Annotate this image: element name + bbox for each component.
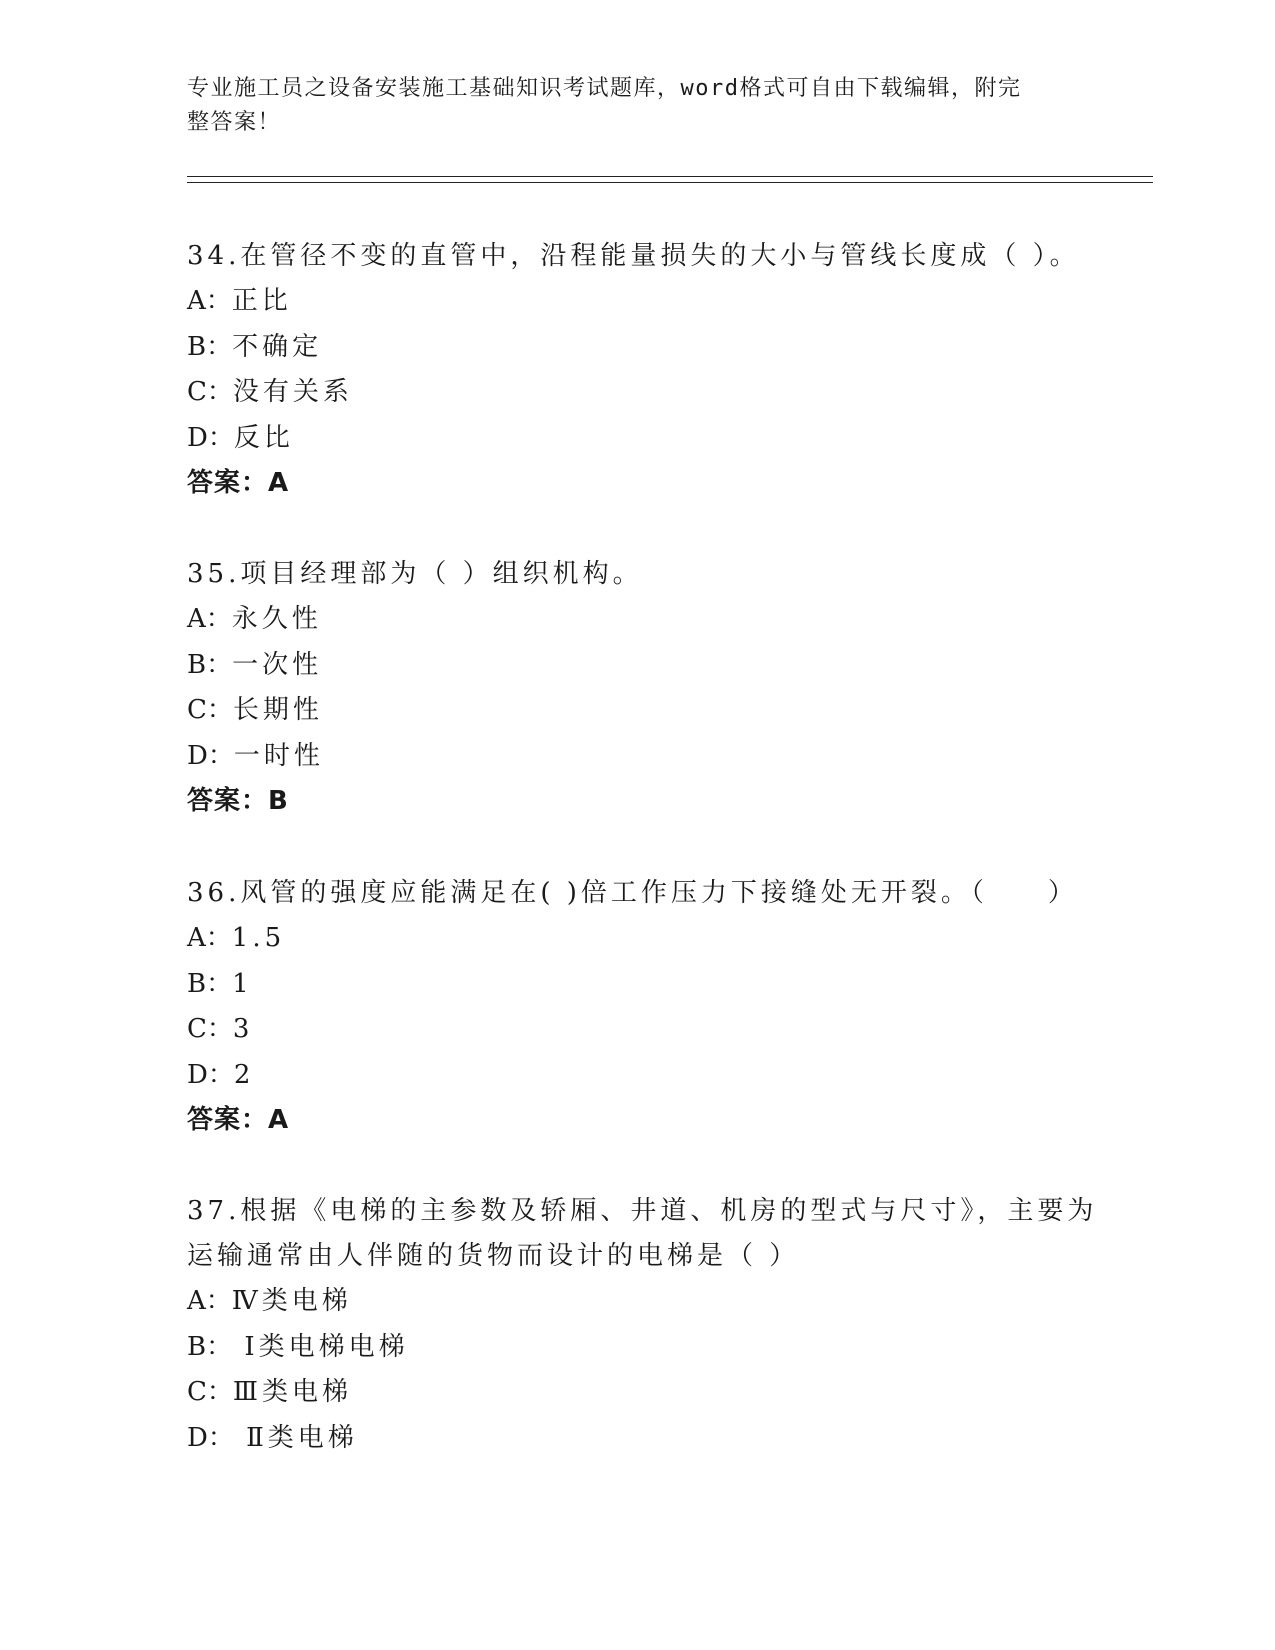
answer-line: 答案：B (187, 786, 289, 816)
option-b (187, 1325, 1107, 1371)
option-d (187, 734, 1107, 780)
option-text: 3 (232, 1014, 254, 1044)
option-letter: C： (187, 695, 233, 725)
question-stem: 36.风管的强度应能满足在( )倍工作压力下接缝处无开裂。（ ） (187, 878, 1078, 908)
header-line-1: 专业施工员之设备安装施工基础知识考试题库，word格式可自由下载编辑，附完 (187, 76, 1022, 101)
option-text: 2 (233, 1059, 255, 1090)
option-text: Ⅲ类电梯 (232, 1377, 352, 1407)
option-letter: C： (187, 1377, 233, 1407)
option-letter: A： (187, 923, 232, 953)
question-stem: 34.在管径不变的直管中，沿程能量损失的大小与管线长度成（ ）。 (187, 241, 1080, 271)
option-text: 永久性 (231, 604, 322, 634)
option-a (187, 597, 1107, 643)
option-letter: C： (187, 1014, 233, 1044)
option-letter: B： (187, 331, 233, 362)
option-text: Ⅱ类电梯 (233, 1422, 358, 1453)
question-36 (187, 871, 1107, 1143)
option-a (187, 916, 1107, 962)
question-34 (187, 234, 1107, 506)
answer-line: 答案：A (187, 468, 290, 498)
option-letter: A： (187, 286, 232, 316)
option-letter: C： (187, 377, 233, 407)
option-text: 不确定 (232, 331, 323, 362)
option-text: 1 (232, 968, 253, 999)
option-c (187, 370, 1107, 416)
option-b (187, 325, 1107, 371)
option-c (187, 1370, 1107, 1416)
option-c (187, 1007, 1107, 1053)
option-text: 一时性 (233, 740, 324, 771)
option-d (187, 416, 1107, 462)
option-letter: B： (187, 649, 233, 680)
header-divider-bottom (187, 182, 1153, 183)
option-a (187, 1279, 1107, 1325)
option-d (187, 1416, 1107, 1462)
option-letter: B： (187, 1331, 233, 1362)
option-b (187, 962, 1107, 1008)
option-letter: A： (187, 604, 232, 634)
question-37 (187, 1189, 1107, 1461)
document-header (187, 72, 1067, 140)
option-text: 反比 (233, 422, 294, 453)
option-text: 一次性 (232, 649, 323, 680)
option-letter: B： (187, 968, 233, 999)
option-text: Ⅰ类电梯电梯 (232, 1331, 409, 1362)
option-text: 长期性 (232, 695, 323, 725)
option-c (187, 688, 1107, 734)
question-stem: 35.项目经理部为（ ）组织机构。 (187, 559, 643, 589)
option-letter: D： (187, 422, 234, 453)
header-divider-top (187, 176, 1153, 177)
option-letter: D： (187, 1422, 234, 1453)
question-stem-line-2: 运输通常由人伴随的货物而设计的电梯是（ ） (187, 1241, 800, 1271)
option-b (187, 643, 1107, 689)
option-text: 没有关系 (232, 377, 353, 407)
question-35 (187, 552, 1107, 824)
option-text: 1.5 (231, 923, 286, 953)
option-letter: A： (187, 1286, 232, 1316)
option-letter: D： (187, 740, 234, 771)
option-text: 正比 (231, 286, 292, 316)
option-a (187, 279, 1107, 325)
option-letter: D： (187, 1059, 234, 1090)
option-text: Ⅳ类电梯 (231, 1286, 352, 1316)
header-line-2: 整答案！ (187, 110, 282, 135)
answer-line: 答案：A (187, 1105, 290, 1135)
question-stem-line-1: 37.根据《电梯的主参数及轿厢、井道、机房的型式与尺寸》，主要为 (187, 1196, 1098, 1226)
option-d (187, 1053, 1107, 1099)
